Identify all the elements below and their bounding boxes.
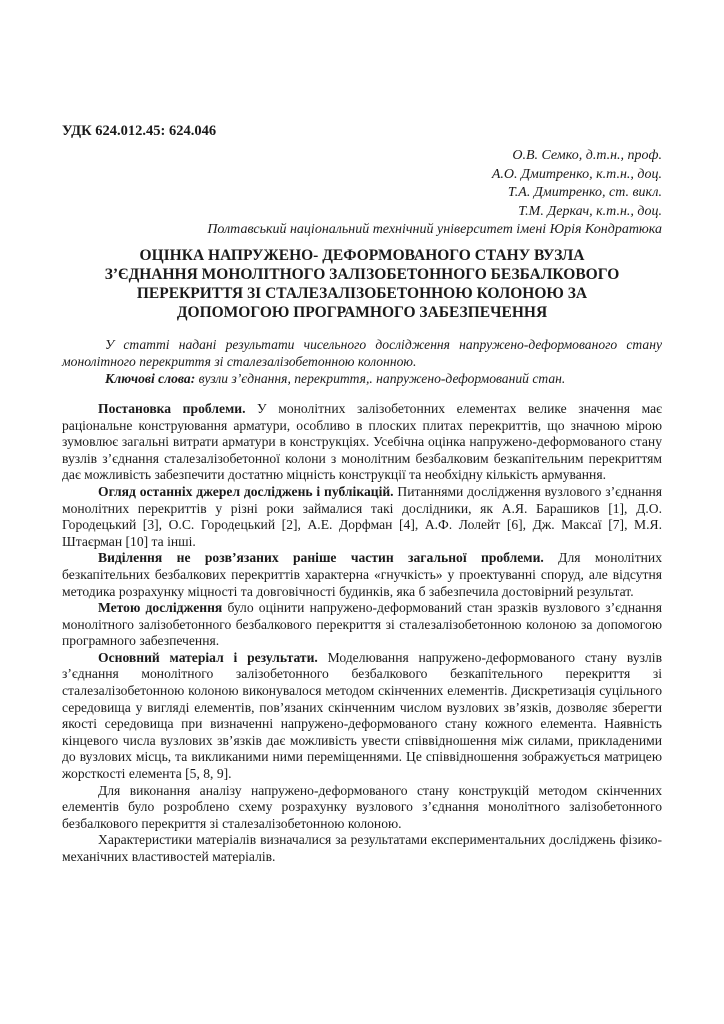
paragraph-lead: Метою дослідження xyxy=(98,600,223,616)
title-line: ПЕРЕКРИТТЯ ЗІ СТАЛЕЗАЛІЗОБЕТОННОЮ КОЛОНОЮ ЗА xyxy=(136,284,588,302)
title-line: ОЦІНКА НАПРУЖЕНО- ДЕФОРМОВАНОГО СТАНУ ВУЗЛА xyxy=(139,246,585,264)
author-line: О.В. Семко, д.т.н., проф. xyxy=(512,148,662,163)
keywords-text: вузли з’єднання, перекриття,. напружено-деформований стан. xyxy=(195,370,566,386)
keywords-line xyxy=(62,370,662,387)
paragraph xyxy=(62,550,662,600)
paragraph-text: У монолітних залізобетонних елементах велике значення має раціональне конструювання арматури, особливо в плоских плитах перекриттів, що значною мірою зумовлює загальні витрати арматури в конструкціях. Усебічна оцінка напружено-деформованого стану вузлів з’єднання сталезалізобетонної колони з монолітним безбалковим безкапітельним перекриттям дає можливість забезпечити достатню міцність конструкції та необхідну кількість армування. xyxy=(62,400,662,483)
paragraph xyxy=(62,832,662,865)
paragraph-text: Характеристики матеріалів визначалися за результатами експериментальних досліджень фізико-механічних властивостей матеріалів. xyxy=(62,832,662,864)
paragraph-text: Для монолітних безкапітельних безбалкових перекриттів характерна «гнучкість» у проектуванні споруд, але відсутня методика розрахунку міцності та довговічності будинків, яка б забезпечила достовірний результат. xyxy=(62,550,662,599)
author-line: А.О. Дмитренко, к.т.н., доц. xyxy=(491,166,662,182)
paragraph-lead: Постановка проблеми. xyxy=(98,400,246,416)
article-title xyxy=(62,246,662,322)
paragraph-text: Моделювання напружено-деформованого стану вузлів з’єднання монолітного залізобетонного безбалкового безкапітельного перекриття зі сталезалізобетонною колоною виконувалося методом скінченних елементів. Дискретизація суцільного середовища у вигляді елементів, пов’язаних скінченним числом вузлових зв’язків, дозволяє зберегти якості середовища при визначенні напружено-деформованого стану кожного елемента. Наявність кінцевого числа вузлових зв’язків дає можливість увести співвідношення між силами, прикладеними до вузлових місць, та викликаними ними переміщеннями. Це співвідношення зображується матрицею жорсткості елемента [5, 8, 9]. xyxy=(62,649,662,782)
paragraph-lead: Основний матеріал і результати. xyxy=(98,649,318,665)
affiliation: Полтавський національний технічний університет імені Юрія Кондратюка xyxy=(207,222,662,238)
author-line: Т.М. Деркач, к.т.н., доц. xyxy=(518,203,662,219)
paragraph xyxy=(62,783,662,833)
title-line: ДОПОМОГОЮ ПРОГРАМНОГО ЗАБЕЗПЕЧЕННЯ xyxy=(176,303,548,321)
paragraph-text: було оцінити напружено-деформований стан зразків вузлового з’єднання монолітного залізобетонного безбалкового перекриття зі сталезалізобетонною колоною за допомогою програмного забезпечення. xyxy=(62,600,662,649)
keywords-label: Ключові слова: xyxy=(105,370,196,386)
paragraph xyxy=(62,650,662,783)
paragraph xyxy=(62,600,662,650)
article-body xyxy=(62,401,662,866)
paragraph-lead: Виділення не розв’язаних раніше частин загальної проблеми. xyxy=(98,550,544,566)
udc-code: УДК 624.012.45: 624.046 xyxy=(62,123,217,139)
paragraph xyxy=(62,401,662,484)
author-line: Т.А. Дмитренко, ст. викл. xyxy=(507,185,662,201)
paragraph-text: Питаннями дослідження вузлового з’єднання монолітних перекриттів у різні роки займалися такі дослідники, як А.Я. Барашиков [1], Д.О. Городецький [3], О.С. Городецький [2], А.Е. Дорфман [4], А.Ф. Лолейт [6], Дж. Максаї [7], М.Я. Штаєрман [10] та інші. xyxy=(62,483,662,549)
title-line: З’ЄДНАННЯ МОНОЛІТНОГО ЗАЛІЗОБЕТОННОГО БЕЗБАЛКОВОГО xyxy=(104,265,620,283)
authors-block xyxy=(62,147,662,221)
abstract-text: У статті надані результати чисельного дослідження напружено-деформованого стану монолітного перекриття зі сталезалізобетонною колонною. xyxy=(62,336,662,369)
paragraph xyxy=(62,484,662,550)
paragraph-text: Для виконання аналізу напружено-деформованого стану конструкцій методом скінченних елементів було розроблено схему розрахунку вузлового з’єднання монолітного залізобетонного безбалкового перекриття зі сталезалізобетонною колоною. xyxy=(62,782,662,831)
paragraph-lead: Огляд останніх джерел досліджень і публікацій. xyxy=(98,483,394,499)
